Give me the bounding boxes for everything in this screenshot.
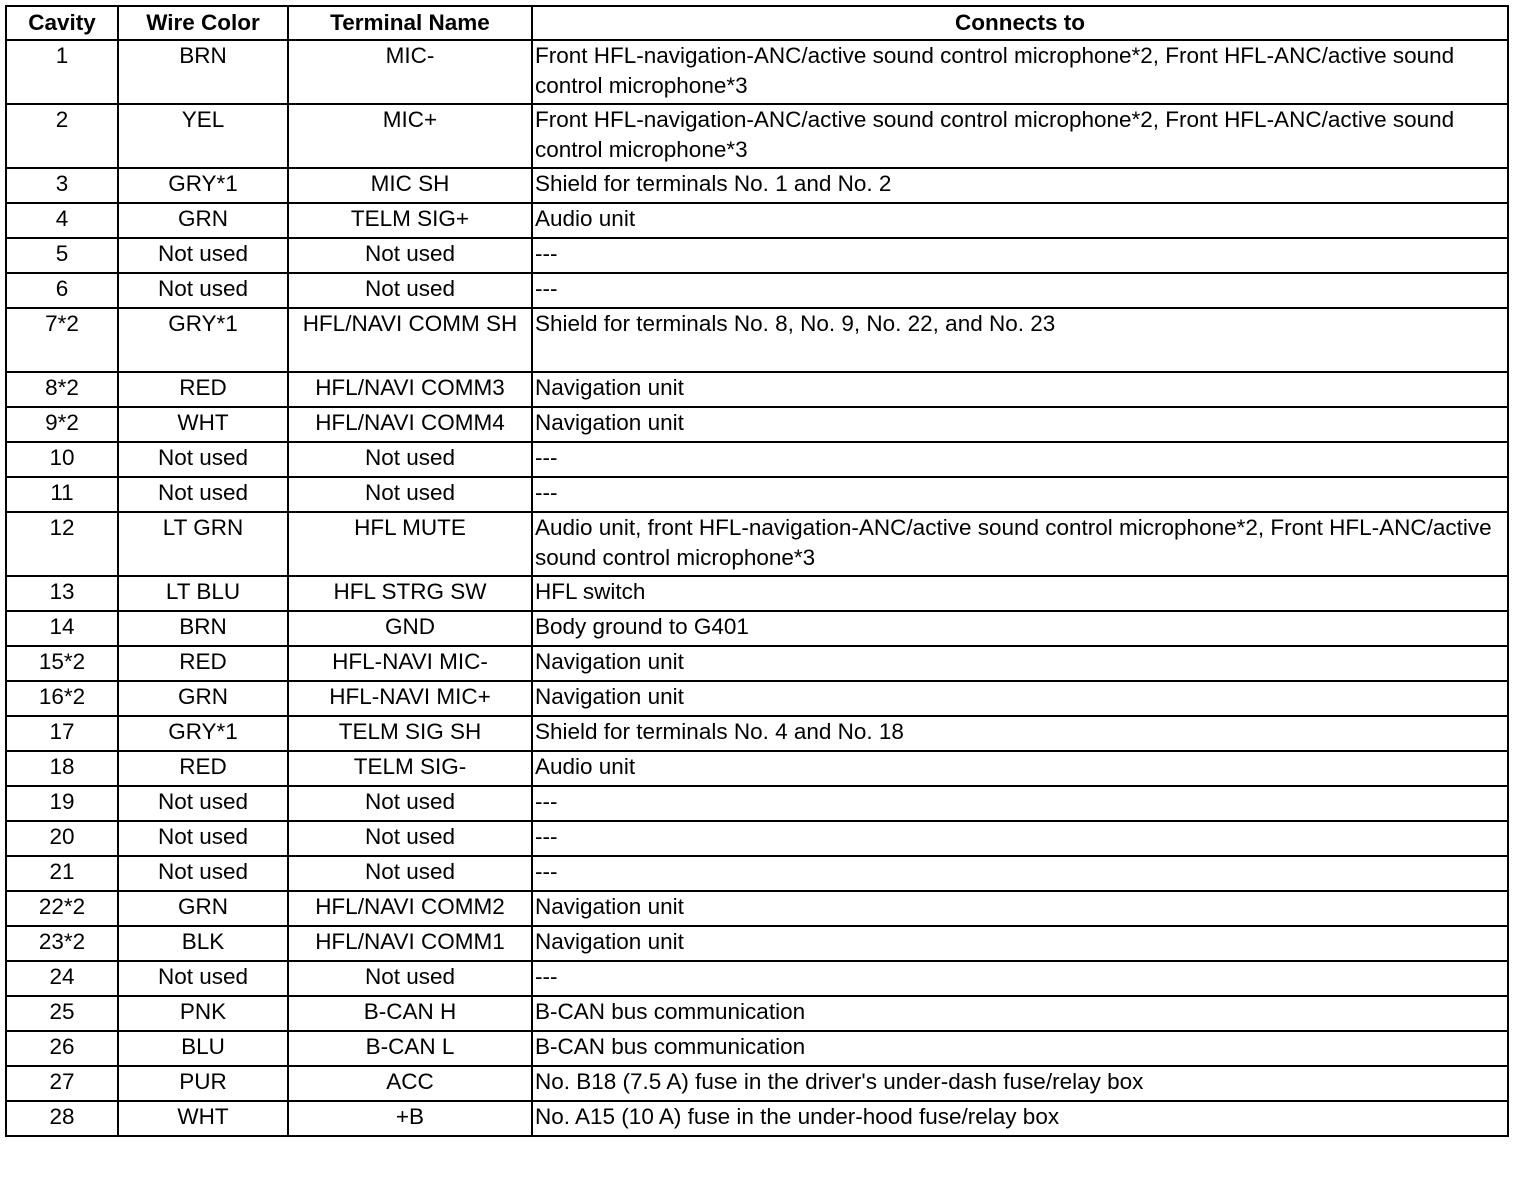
wire-color-cell: BLK — [118, 926, 288, 961]
table-row — [6, 856, 1508, 891]
connects-to-cell: Audio unit — [532, 203, 1508, 238]
wire-color-cell: BRN — [118, 40, 288, 104]
connects-to-cell: --- — [532, 961, 1508, 996]
terminal-name-cell: MIC+ — [288, 104, 532, 168]
wire-color-cell: Not used — [118, 477, 288, 512]
wire-color-cell: GRN — [118, 681, 288, 716]
terminal-name-cell: Not used — [288, 856, 532, 891]
terminal-name-cell: ACC — [288, 1066, 532, 1101]
table-row — [6, 168, 1508, 203]
terminal-name-cell: Not used — [288, 442, 532, 477]
connects-to-cell: Audio unit — [532, 751, 1508, 786]
cavity-cell: 28 — [6, 1101, 118, 1136]
table-row — [6, 1101, 1508, 1136]
terminal-name-cell: HFL STRG SW — [288, 576, 532, 611]
terminal-name-cell: HFL/NAVI COMM3 — [288, 372, 532, 407]
terminal-name-cell: MIC SH — [288, 168, 532, 203]
wire-color-cell: GRY*1 — [118, 308, 288, 372]
terminal-name-cell: TELM SIG- — [288, 751, 532, 786]
connects-to-cell: --- — [532, 238, 1508, 273]
wire-color-cell: PUR — [118, 1066, 288, 1101]
table-row — [6, 681, 1508, 716]
table-row — [6, 512, 1508, 576]
connects-to-cell: Body ground to G401 — [532, 611, 1508, 646]
table-row — [6, 238, 1508, 273]
connects-to-cell: --- — [532, 856, 1508, 891]
connects-to-cell: --- — [532, 477, 1508, 512]
cavity-cell: 11 — [6, 477, 118, 512]
table-row — [6, 821, 1508, 856]
cavity-cell: 9*2 — [6, 407, 118, 442]
terminal-name-cell: HFL/NAVI COMM4 — [288, 407, 532, 442]
cavity-cell: 25 — [6, 996, 118, 1031]
table-row — [6, 442, 1508, 477]
terminal-name-cell: TELM SIG SH — [288, 716, 532, 751]
table-row — [6, 273, 1508, 308]
table-body — [6, 40, 1508, 1136]
connects-to-cell: --- — [532, 821, 1508, 856]
table-row — [6, 646, 1508, 681]
table-row — [6, 308, 1508, 372]
header-connects-to: Connects to — [532, 6, 1508, 40]
table-row — [6, 40, 1508, 104]
wire-color-cell: Not used — [118, 442, 288, 477]
connects-to-cell: Shield for terminals No. 1 and No. 2 — [532, 168, 1508, 203]
cavity-cell: 8*2 — [6, 372, 118, 407]
cavity-cell: 1 — [6, 40, 118, 104]
cavity-cell: 12 — [6, 512, 118, 576]
cavity-cell: 27 — [6, 1066, 118, 1101]
wire-color-cell: RED — [118, 751, 288, 786]
terminal-name-cell: +B — [288, 1101, 532, 1136]
cavity-cell: 20 — [6, 821, 118, 856]
wire-color-cell: LT BLU — [118, 576, 288, 611]
cavity-cell: 24 — [6, 961, 118, 996]
table-row — [6, 372, 1508, 407]
connects-to-cell: B-CAN bus communication — [532, 996, 1508, 1031]
connects-to-cell: Navigation unit — [532, 681, 1508, 716]
terminal-name-cell: Not used — [288, 273, 532, 308]
table-row — [6, 926, 1508, 961]
cavity-cell: 16*2 — [6, 681, 118, 716]
connects-to-cell: No. B18 (7.5 A) fuse in the driver's under-dash fuse/relay box — [532, 1066, 1508, 1101]
wire-color-cell: RED — [118, 372, 288, 407]
terminal-name-cell: HFL/NAVI COMM1 — [288, 926, 532, 961]
header-cavity: Cavity — [6, 6, 118, 40]
connects-to-cell: Navigation unit — [532, 646, 1508, 681]
terminal-name-cell: Not used — [288, 961, 532, 996]
cavity-cell: 17 — [6, 716, 118, 751]
connects-to-cell: Navigation unit — [532, 407, 1508, 442]
connects-to-cell: Navigation unit — [532, 372, 1508, 407]
wire-color-cell: BLU — [118, 1031, 288, 1066]
wire-color-cell: RED — [118, 646, 288, 681]
terminal-name-cell: HFL MUTE — [288, 512, 532, 576]
connects-to-cell: Shield for terminals No. 4 and No. 18 — [532, 716, 1508, 751]
terminal-name-cell: Not used — [288, 477, 532, 512]
wire-color-cell: LT GRN — [118, 512, 288, 576]
table-row — [6, 1031, 1508, 1066]
table-header-row — [6, 6, 1508, 40]
wire-color-cell: GRY*1 — [118, 716, 288, 751]
connects-to-cell: HFL switch — [532, 576, 1508, 611]
cavity-cell: 15*2 — [6, 646, 118, 681]
terminal-name-cell: HFL-NAVI MIC- — [288, 646, 532, 681]
table-row — [6, 203, 1508, 238]
connects-to-cell: Front HFL-navigation-ANC/active sound control microphone*2, Front HFL-ANC/active sound control microphone*3 — [532, 104, 1508, 168]
wire-color-cell: Not used — [118, 786, 288, 821]
wire-color-cell: BRN — [118, 611, 288, 646]
wire-color-cell: GRY*1 — [118, 168, 288, 203]
wire-color-cell: YEL — [118, 104, 288, 168]
table-row — [6, 716, 1508, 751]
connector-pinout-table — [5, 5, 1509, 1137]
table-row — [6, 1066, 1508, 1101]
wire-color-cell: Not used — [118, 961, 288, 996]
wire-color-cell: PNK — [118, 996, 288, 1031]
terminal-name-cell: GND — [288, 611, 532, 646]
cavity-cell: 19 — [6, 786, 118, 821]
table-row — [6, 891, 1508, 926]
table-row — [6, 104, 1508, 168]
cavity-cell: 7*2 — [6, 308, 118, 372]
cavity-cell: 6 — [6, 273, 118, 308]
cavity-cell: 21 — [6, 856, 118, 891]
wire-color-cell: GRN — [118, 891, 288, 926]
terminal-name-cell: MIC- — [288, 40, 532, 104]
connects-to-cell: Navigation unit — [532, 891, 1508, 926]
connects-to-cell: Front HFL-navigation-ANC/active sound control microphone*2, Front HFL-ANC/active sound control microphone*3 — [532, 40, 1508, 104]
connects-to-cell: Navigation unit — [532, 926, 1508, 961]
wire-color-cell: Not used — [118, 856, 288, 891]
wire-color-cell: Not used — [118, 821, 288, 856]
connects-to-cell: --- — [532, 786, 1508, 821]
connects-to-cell: Audio unit, front HFL-navigation-ANC/active sound control microphone*2, Front HFL-ANC/active sound control microphone*3 — [532, 512, 1508, 576]
connects-to-cell: --- — [532, 273, 1508, 308]
terminal-name-cell: B-CAN H — [288, 996, 532, 1031]
wire-color-cell: WHT — [118, 407, 288, 442]
cavity-cell: 3 — [6, 168, 118, 203]
cavity-cell: 14 — [6, 611, 118, 646]
header-terminal-name: Terminal Name — [288, 6, 532, 40]
terminal-name-cell: Not used — [288, 786, 532, 821]
connects-to-cell: --- — [532, 442, 1508, 477]
terminal-name-cell: HFL-NAVI MIC+ — [288, 681, 532, 716]
connects-to-cell: B-CAN bus communication — [532, 1031, 1508, 1066]
cavity-cell: 4 — [6, 203, 118, 238]
terminal-name-cell: B-CAN L — [288, 1031, 532, 1066]
terminal-name-cell: TELM SIG+ — [288, 203, 532, 238]
cavity-cell: 10 — [6, 442, 118, 477]
wire-color-cell: Not used — [118, 273, 288, 308]
table-row — [6, 751, 1508, 786]
table-row — [6, 407, 1508, 442]
wire-color-cell: GRN — [118, 203, 288, 238]
table-row — [6, 996, 1508, 1031]
wire-color-cell: WHT — [118, 1101, 288, 1136]
cavity-cell: 18 — [6, 751, 118, 786]
terminal-name-cell: HFL/NAVI COMM2 — [288, 891, 532, 926]
connector-table-container — [5, 5, 1509, 1137]
terminal-name-cell: Not used — [288, 821, 532, 856]
connects-to-cell: Shield for terminals No. 8, No. 9, No. 22, and No. 23 — [532, 308, 1508, 372]
cavity-cell: 5 — [6, 238, 118, 273]
cavity-cell: 23*2 — [6, 926, 118, 961]
terminal-name-cell: Not used — [288, 238, 532, 273]
table-row — [6, 961, 1508, 996]
cavity-cell: 22*2 — [6, 891, 118, 926]
table-row — [6, 611, 1508, 646]
header-wire-color: Wire Color — [118, 6, 288, 40]
table-row — [6, 477, 1508, 512]
table-row — [6, 786, 1508, 821]
connects-to-cell: No. A15 (10 A) fuse in the under-hood fuse/relay box — [532, 1101, 1508, 1136]
terminal-name-cell: HFL/NAVI COMM SH — [288, 308, 532, 372]
wire-color-cell: Not used — [118, 238, 288, 273]
table-row — [6, 576, 1508, 611]
cavity-cell: 13 — [6, 576, 118, 611]
cavity-cell: 2 — [6, 104, 118, 168]
cavity-cell: 26 — [6, 1031, 118, 1066]
